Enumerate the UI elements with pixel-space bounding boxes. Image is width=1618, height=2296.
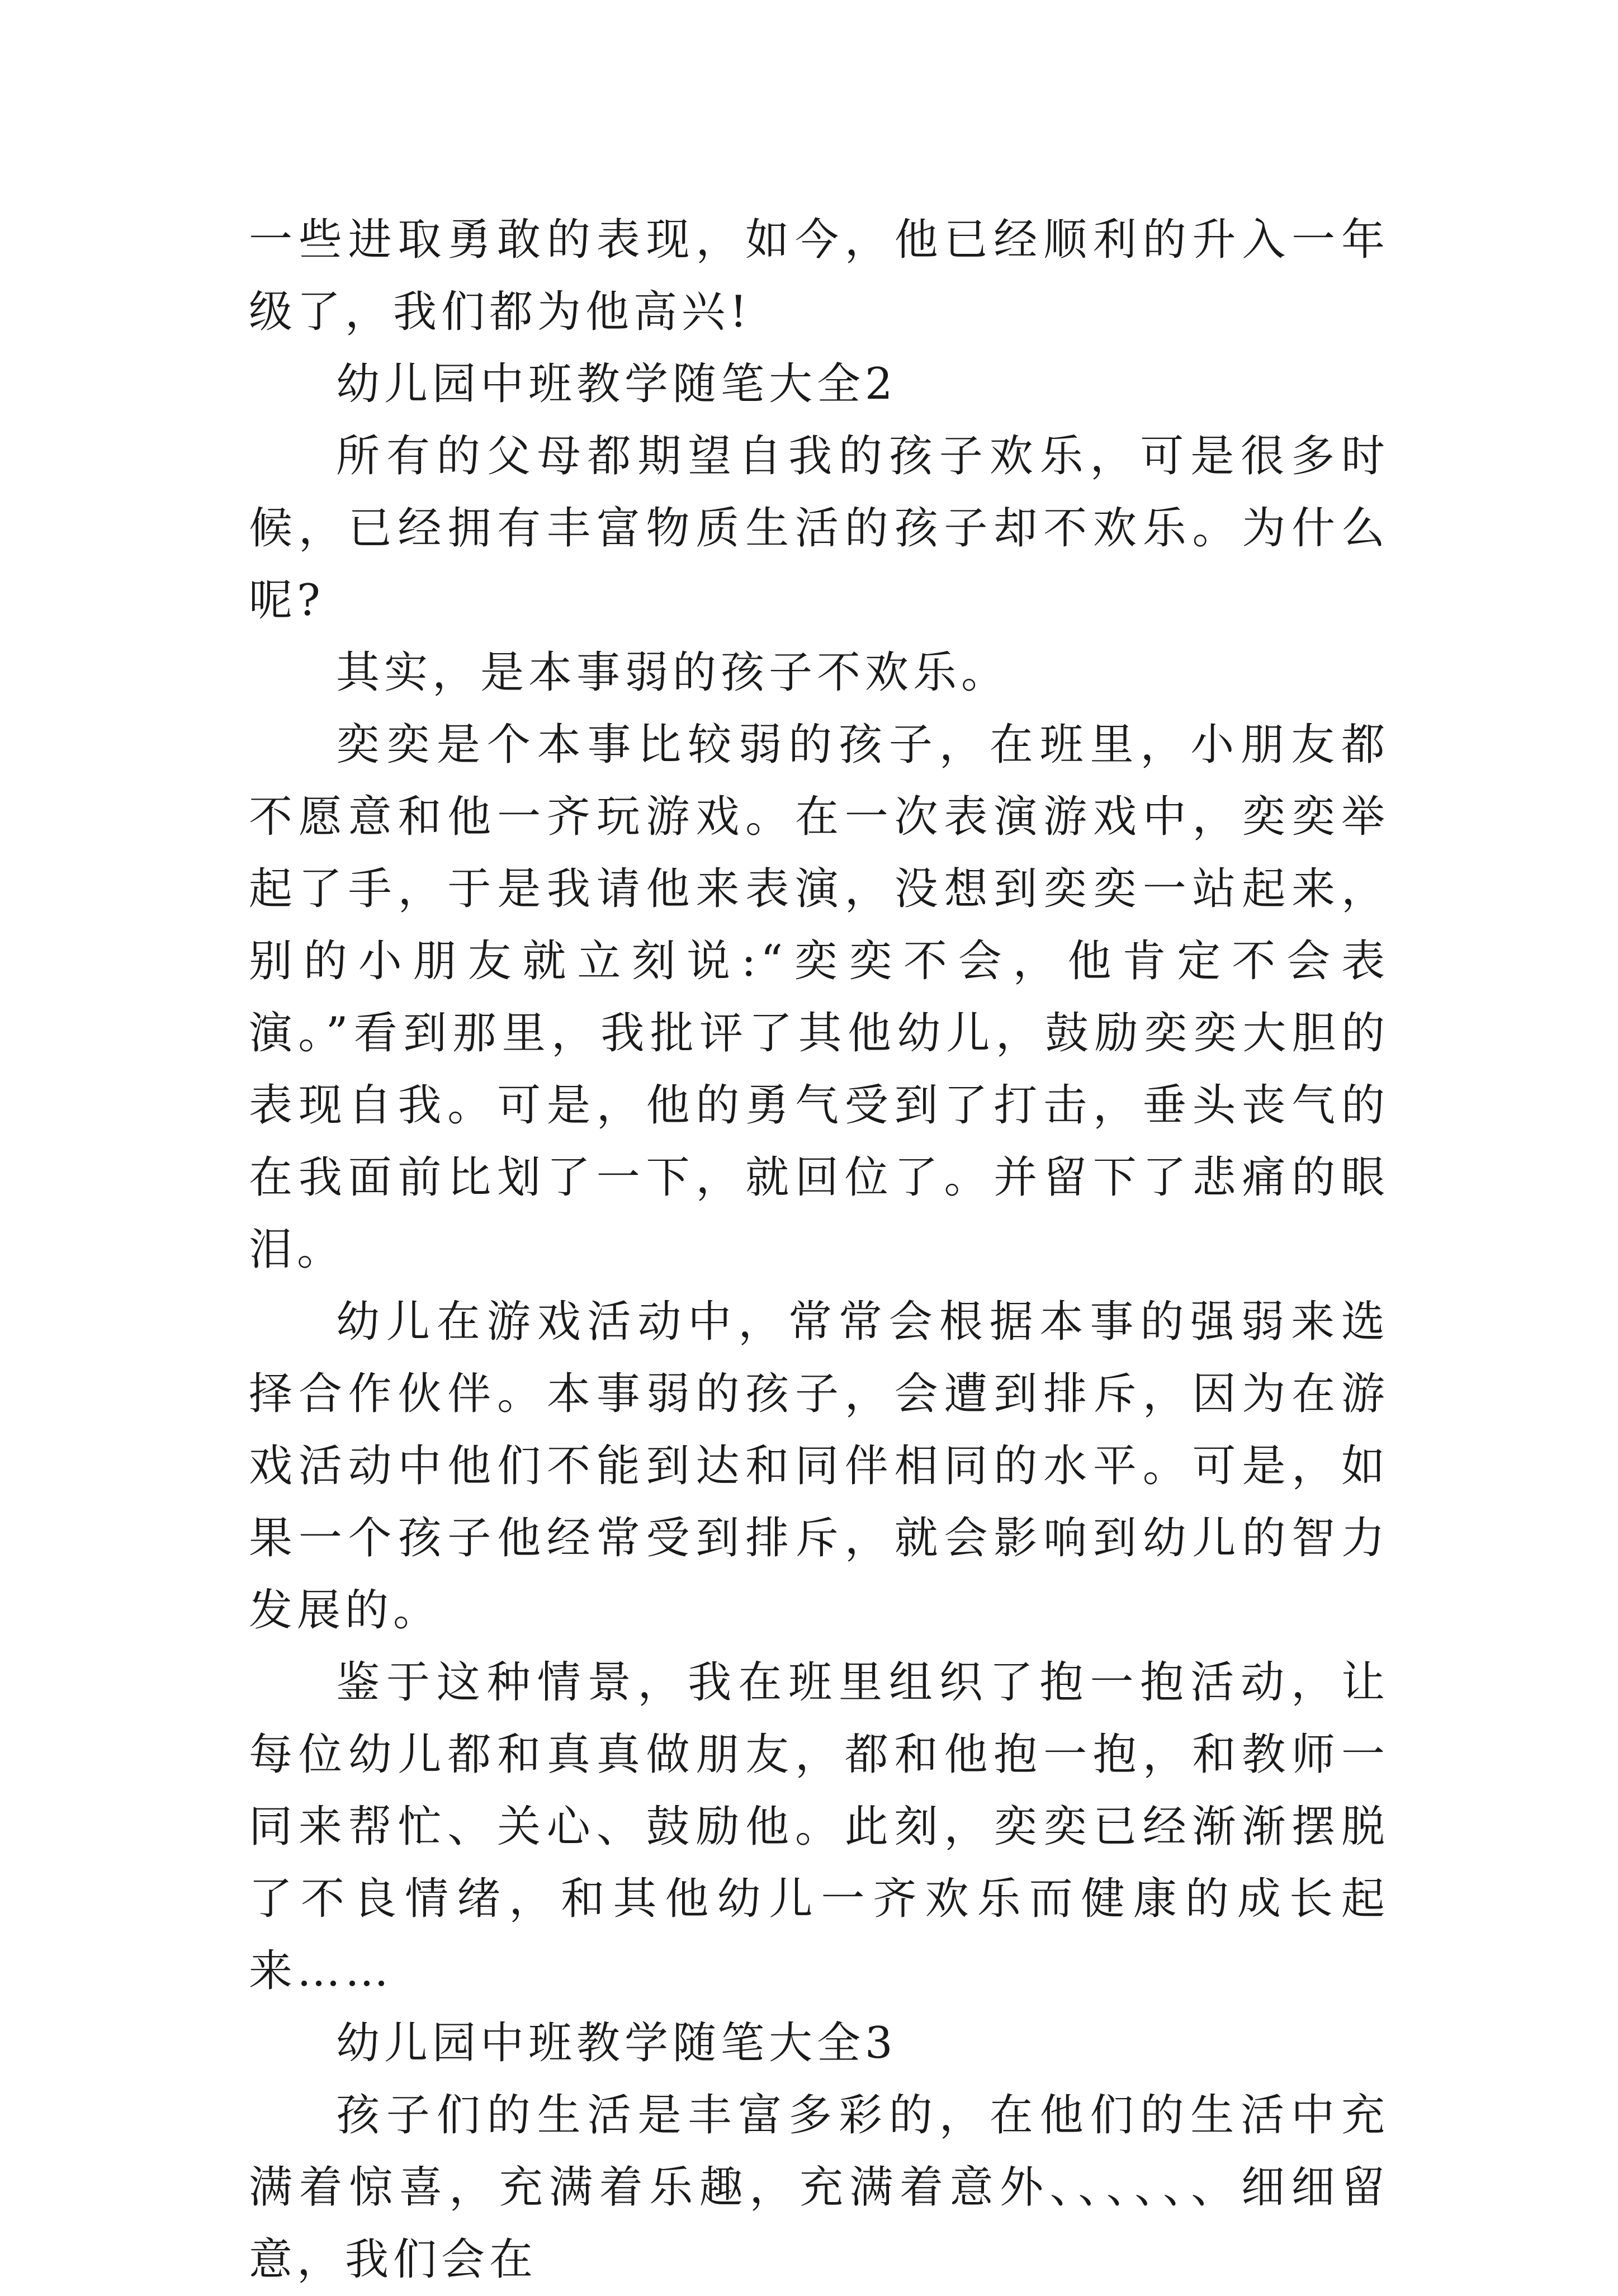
paragraph-continuation: 一些进取勇敢的表现，如今，他已经顺利的升入一年级了，我们都为他高兴! [249,215,1389,337]
paragraph: 鉴于这种情景，我在班里组织了抱一抱活动，让每位幼儿都和真真做朋友，都和他抱一抱，和教师一同来帮忙、关心、鼓励他。此刻，奕奕已经渐渐摆脱了不良情绪，和其他幼儿一齐欢乐而健康的成长起来…… [249,1657,1389,1996]
paragraph: 孩子们的生活是丰富多彩的，在他们的生活中充满着惊喜，充满着乐趣，充满着意外、、、、、、细细留意，我们会在 [249,2090,1389,2285]
paragraph: 所有的父母都期望自我的孩子欢乐，可是很多时候，已经拥有丰富物质生活的孩子却不欢乐。为什么呢? [249,431,1389,626]
paragraph: 奕奕是个本事比较弱的孩子，在班里，小朋友都不愿意和他一齐玩游戏。在一次表演游戏中，奕奕举起了手，于是我请他来表演，没想到奕奕一站起来，别的小朋友就立刻说:“奕奕不会，他肯定不会表演。”看到那里，我批评了其他幼儿，鼓励奕奕大胆的表现自我。可是，他的勇气受到了打击，垂头丧气的在我面前比划了一下，就回位了。并留下了悲痛的眼泪。 [249,720,1389,1275]
section-heading-3: 幼儿园中班教学随笔大全3 [336,2018,897,2068]
paragraph: 幼儿在游戏活动中，常常会根据本事的强弱来选择合作伙伴。本事弱的孩子，会遭到排斥，因为在游戏活动中他们不能到达和同伴相同的水平。可是，如果一个孩子他经常受到排斥，就会影响到幼儿的智力发展的。 [249,1297,1389,1636]
paragraph: 其实，是本事弱的孩子不欢乐。 [336,648,1010,698]
document-body [249,204,1389,2296]
section-heading-2: 幼儿园中班教学随笔大全2 [336,359,897,409]
